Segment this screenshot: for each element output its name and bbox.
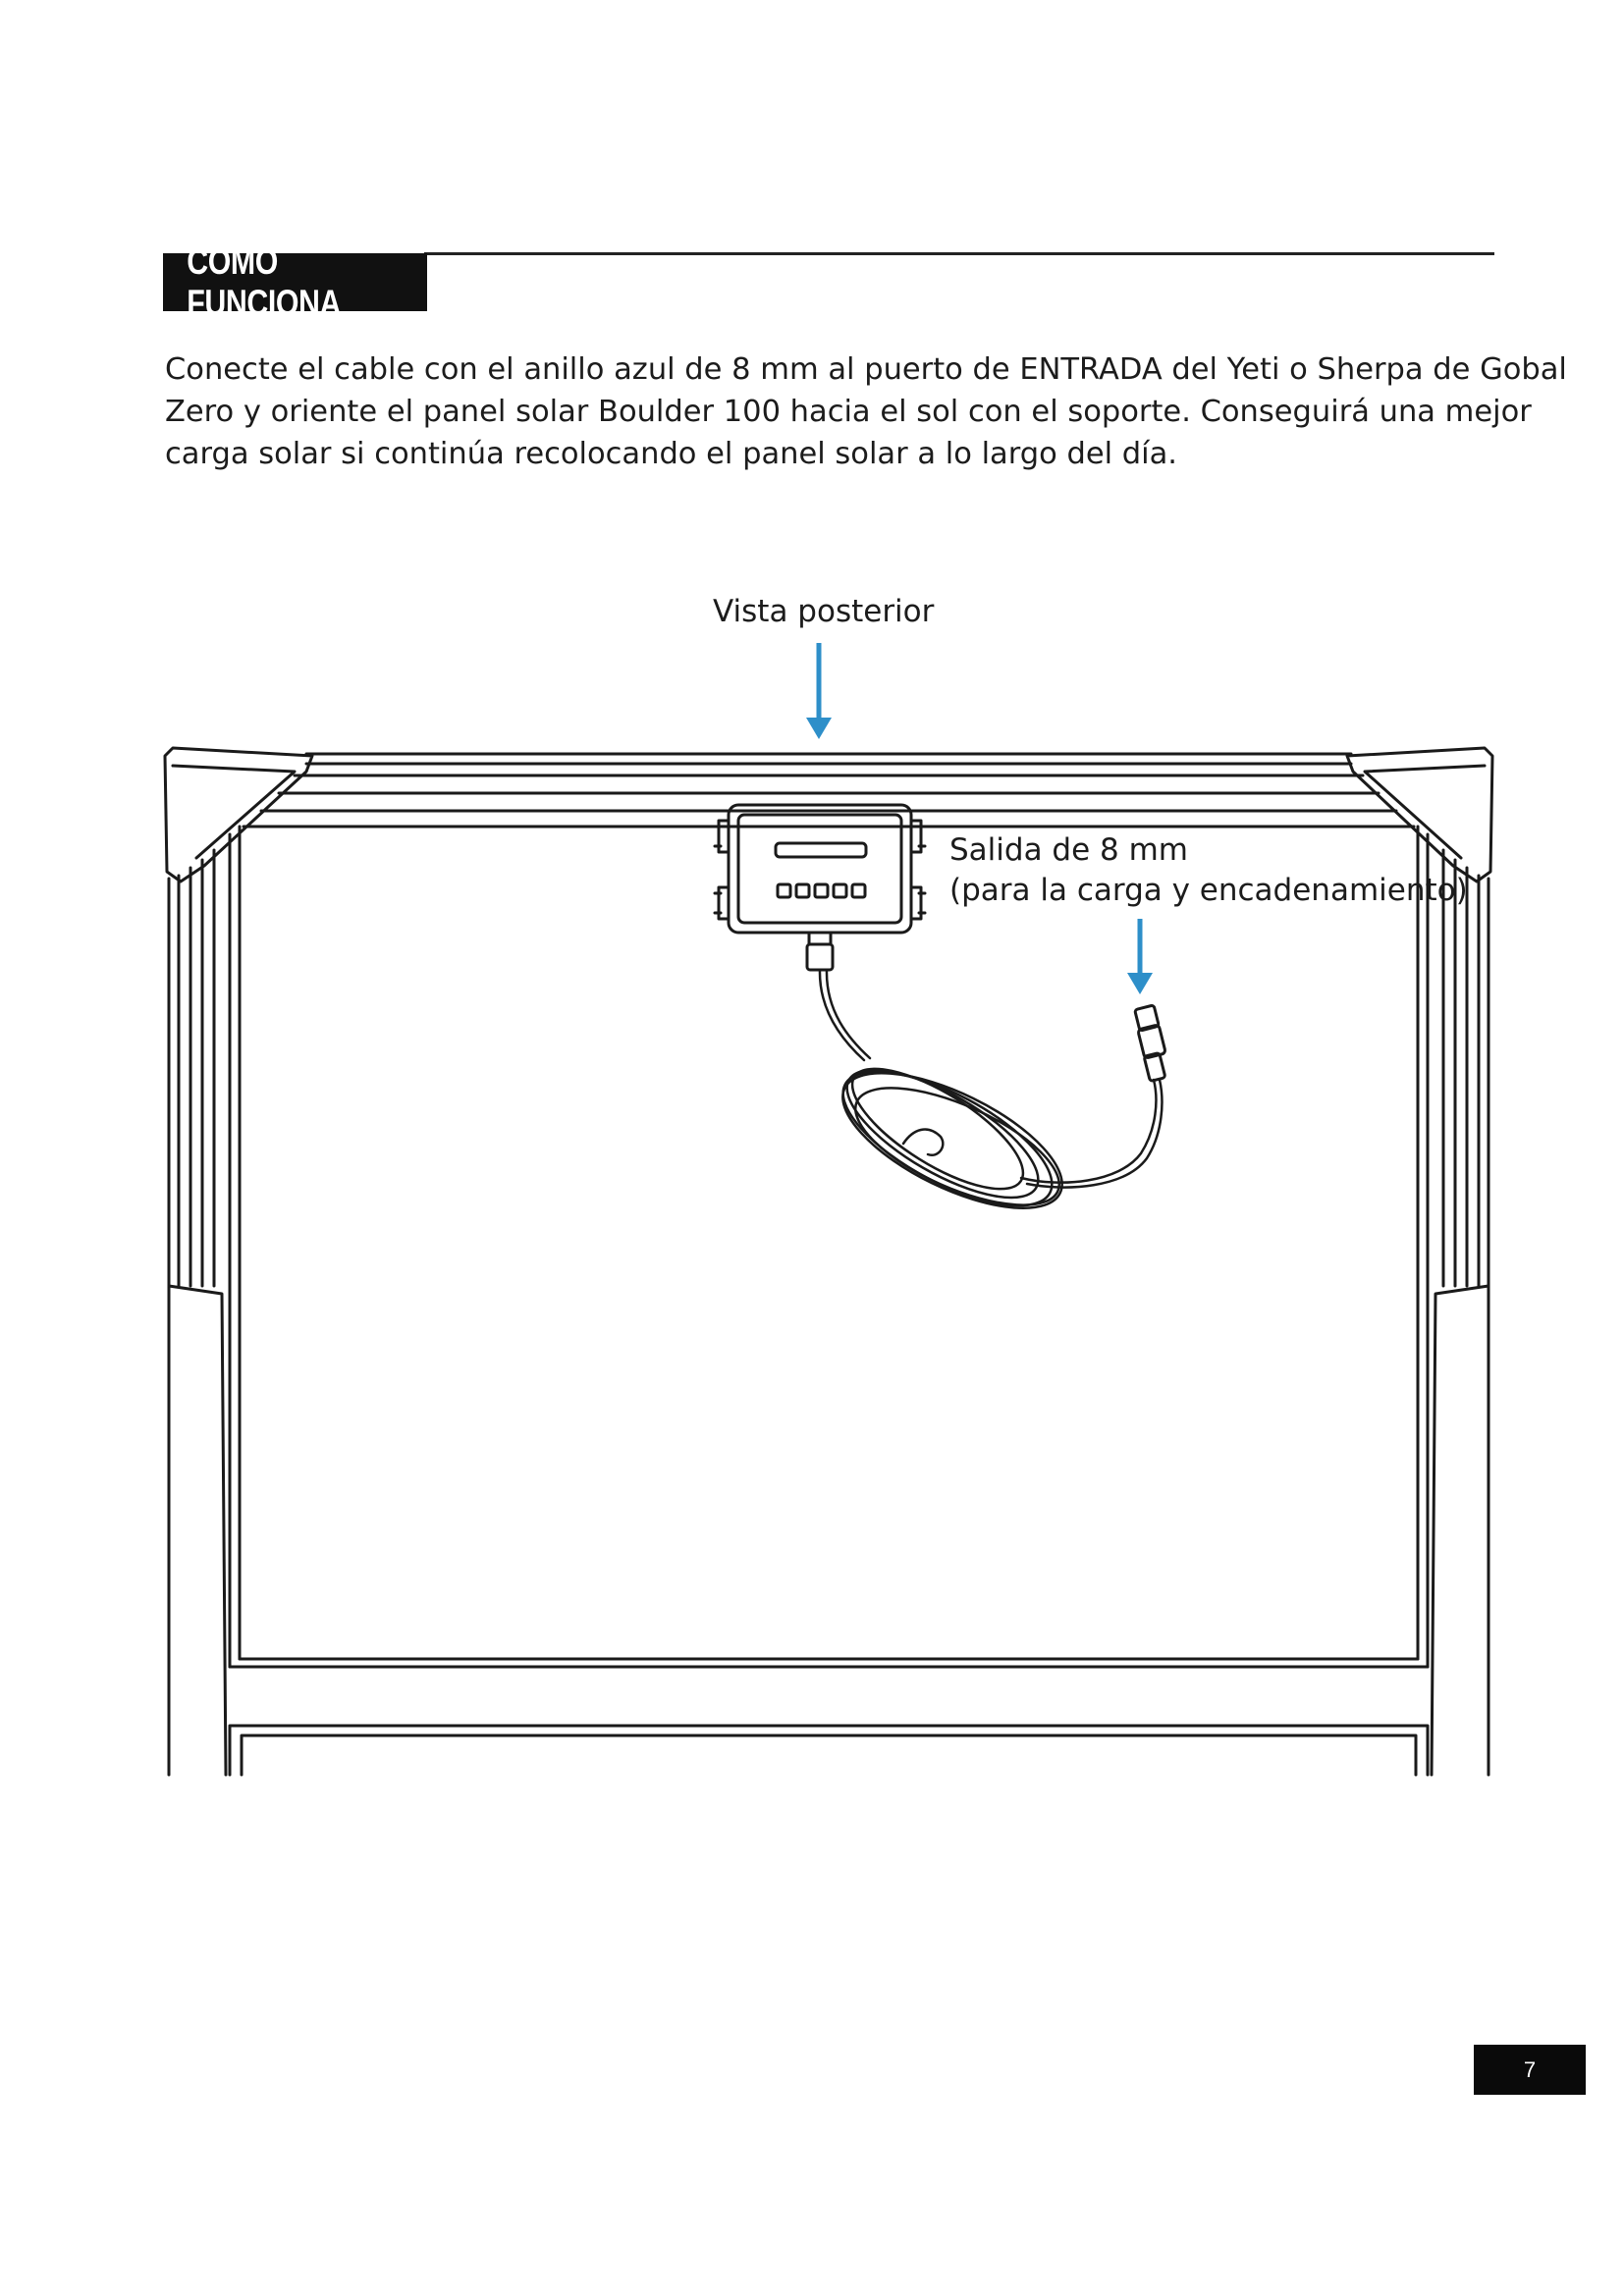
output-label: Salida de 8 mm [949, 832, 1189, 868]
body-line: Conecte el cable con el anillo azul de 8 mm al puerto de ENTRADA del Yeti o Sherpa de Gobal [165, 352, 1567, 387]
right-corner-bracket [1347, 748, 1492, 881]
cable-gland [807, 933, 833, 970]
view-arrow-icon [806, 643, 832, 739]
output-label-note: (para la carga y encadenamiento) [949, 873, 1468, 908]
output-connector [1135, 1005, 1166, 1082]
panel-bottom-rail [230, 1659, 1428, 1667]
rear-view-label: Vista posterior [713, 594, 935, 629]
left-frame-rail [169, 827, 240, 1775]
right-frame-rail [1418, 827, 1489, 1775]
body-line: carga solar si continúa recolocando el panel solar a lo largo del día. [165, 437, 1177, 471]
junction-box [715, 805, 925, 933]
page-number: 7 [1474, 2045, 1586, 2095]
body-line: Zero y oriente el panel solar Boulder 100 hacia el sol con el soporte. Conseguirá una mejor [165, 395, 1532, 429]
lower-panel-edge [230, 1726, 1428, 1775]
section-title: CÓMO FUNCIONA [163, 253, 427, 311]
cable [820, 970, 1162, 1236]
output-arrow-icon [1127, 919, 1153, 994]
